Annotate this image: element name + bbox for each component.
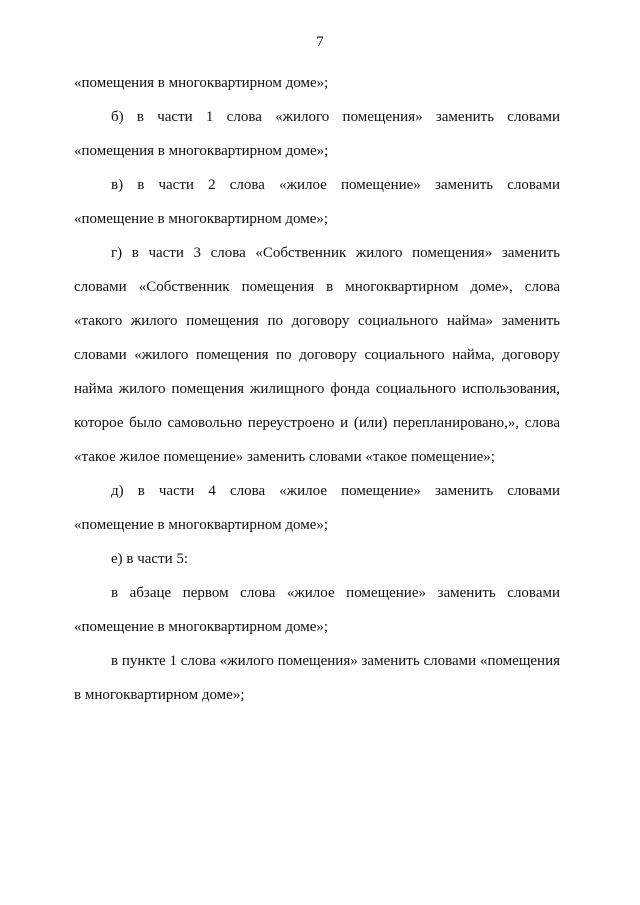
paragraph-item-e-punkt-1: в пункте 1 слова «жилого помещения» заменить словами «помещения в многоквартирном доме»; xyxy=(74,653,560,703)
page-number: 7 xyxy=(316,34,324,50)
paragraph-continuation: «помещения в многоквартирном доме»; xyxy=(74,75,329,91)
paragraph-item-e-abzac: в абзаце первом слова «жилое помещение» заменить словами «помещение в многоквартирном доме»; xyxy=(74,585,560,635)
paragraph-item-d: д) в части 4 слова «жилое помещение» заменить словами «помещение в многоквартирном доме»; xyxy=(74,483,560,533)
paragraph-item-b: б) в части 1 слова «жилого помещения» заменить словами «помещения в многоквартирном доме»; xyxy=(74,109,560,159)
document-body xyxy=(74,66,560,712)
paragraph-item-v: в) в части 2 слова «жилое помещение» заменить словами «помещение в многоквартирном доме»; xyxy=(74,177,560,227)
paragraph-item-e: е) в части 5: xyxy=(111,551,189,567)
paragraph-item-g: г) в части 3 слова «Собственник жилого помещения» заменить словами «Собственник помещения в многоквартирном доме», слова «такого жилого помещения по договору социального найма» заменить словами «жилого помещения по договору социального найма, договору найма жилого помещения жилищного фонда социального использования, которое было самовольно переустроено и (или) перепланировано,», слова «такое жилое помещение» заменить словами «такое помещение»; xyxy=(74,245,560,465)
